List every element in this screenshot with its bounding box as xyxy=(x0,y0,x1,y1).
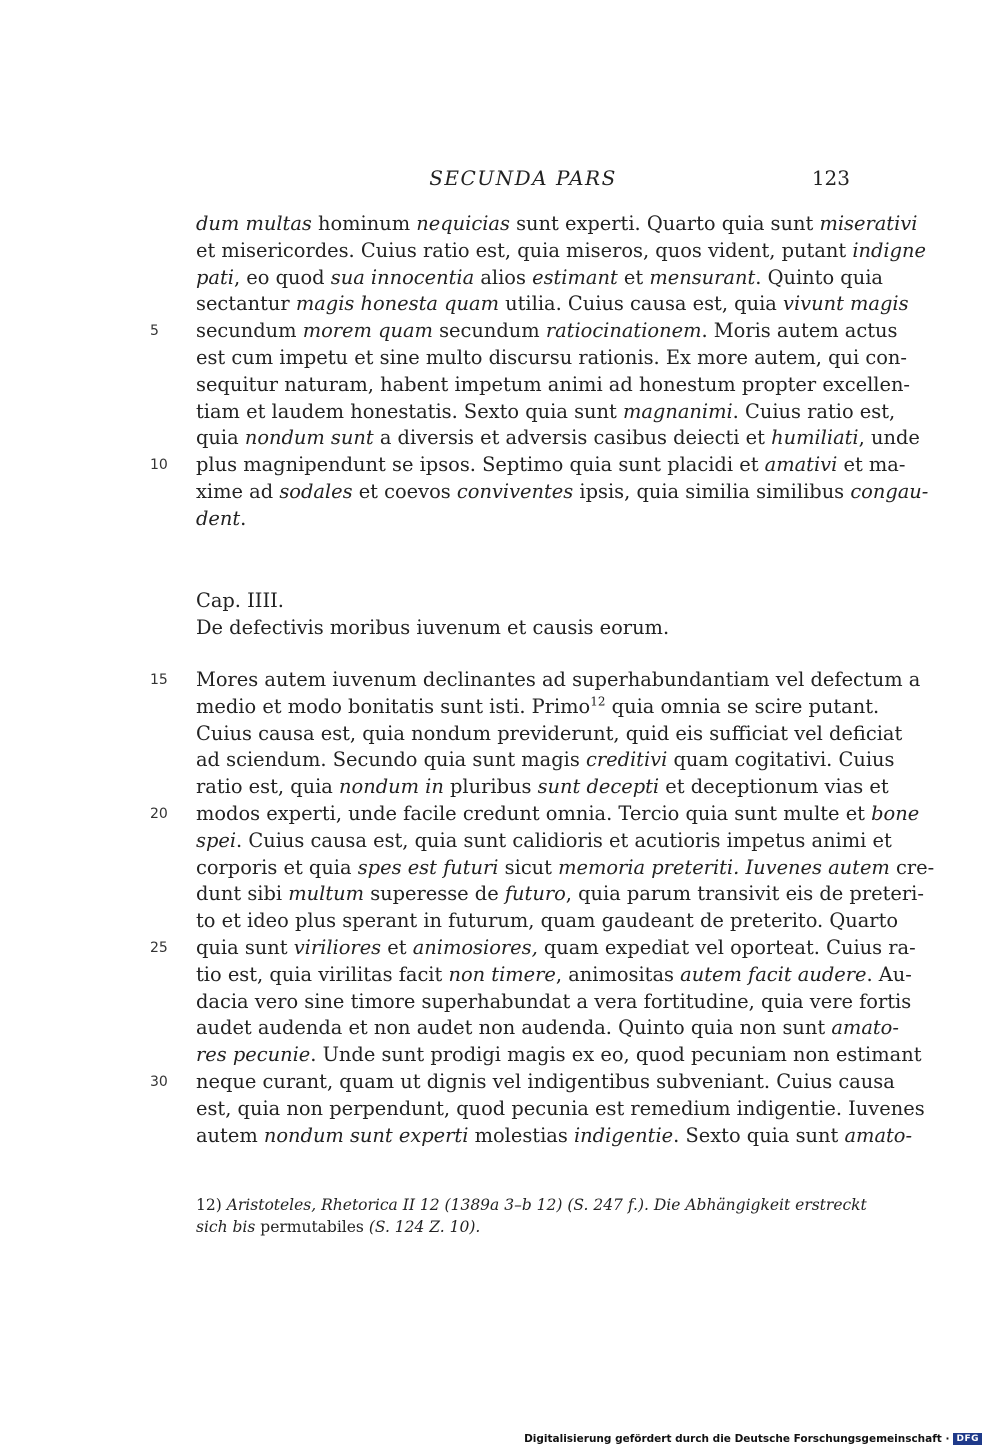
italic-text: spei xyxy=(196,828,237,852)
text-run: . Sexto quia sunt xyxy=(673,1123,845,1147)
chapter-title: De defectivis moribus iuvenum et causis eorum. xyxy=(196,615,670,639)
text-run: et xyxy=(617,265,650,289)
text-run: secundum xyxy=(196,319,303,343)
line-text xyxy=(196,1097,925,1120)
italic-text: nequicias xyxy=(416,212,510,235)
italic-text: mensurant xyxy=(649,265,756,289)
text-run: ratio est, quia xyxy=(196,775,340,799)
text-run: , eo quod xyxy=(233,265,331,289)
italic-text: memoria preteriti. Iuvenes autem xyxy=(558,855,890,879)
text-line xyxy=(196,694,880,721)
line-text xyxy=(196,212,917,235)
italic-text: estimant xyxy=(532,265,618,289)
italic-text: indigne xyxy=(852,238,927,262)
line-number: 25 xyxy=(150,939,168,956)
text-run: . Moris autem actus xyxy=(701,319,898,343)
italic-text: autem facit audere xyxy=(680,962,867,986)
text-line xyxy=(196,721,903,748)
italic-text: vivunt magis xyxy=(783,292,909,316)
italic-text: Aristoteles, Rhetorica II 12 (1389a 3–b 12) (S. 247 f.). Die Abhängigkeit erstreckt xyxy=(226,1196,867,1214)
text-run: et misericordes. Cuius ratio est, quia miseros, quos vident, putant xyxy=(196,238,853,262)
italic-text: amativi xyxy=(764,453,838,477)
text-line xyxy=(196,265,883,292)
italic-text: res pecunie xyxy=(196,1043,311,1067)
text-run: dacia vero sine timore superhabundat a vera fortitudine, quia vere fortis xyxy=(196,989,912,1013)
line-text xyxy=(196,292,909,315)
text-line xyxy=(196,881,924,908)
line-text xyxy=(196,346,907,369)
italic-text: humiliati xyxy=(771,426,859,450)
text-run: xime ad xyxy=(196,479,280,503)
text-run: . Cuius causa est, quia sunt calidioris et acutioris impetus animi et xyxy=(236,828,892,852)
italic-text: nondum sunt xyxy=(244,426,374,450)
digitization-credit xyxy=(524,1433,982,1445)
text-run: to et ideo plus sperant in futurum, quam gaudeant de preterito. Quarto xyxy=(196,909,899,933)
text-run: quia omnia se scire putant. xyxy=(605,694,880,718)
italic-text: amato- xyxy=(831,1016,899,1040)
italic-text: dent xyxy=(196,506,241,530)
text-line xyxy=(150,1069,895,1096)
line-number: 20 xyxy=(150,805,168,822)
footnote xyxy=(196,1194,867,1238)
running-title: SECUNDA PARS xyxy=(429,166,617,190)
text-line xyxy=(196,479,929,506)
text-line xyxy=(196,908,899,935)
text-run: secundum xyxy=(432,319,546,343)
line-text xyxy=(196,1218,480,1236)
footnote-line xyxy=(196,1194,867,1216)
text-line xyxy=(196,399,896,426)
text-line xyxy=(196,989,912,1016)
italic-text: indigentie xyxy=(573,1123,674,1147)
text-line xyxy=(196,345,907,372)
italic-text: morem quam xyxy=(302,319,433,343)
line-text xyxy=(196,722,902,745)
line-text xyxy=(196,1016,899,1039)
text-run: medio et modo bonitatis sunt isti. Primo xyxy=(196,694,591,718)
text-line xyxy=(196,747,895,774)
italic-text: multum xyxy=(288,882,365,906)
text-block-1 xyxy=(150,211,929,533)
text-line xyxy=(196,238,927,265)
text-run: utilia. Cuius causa est, quia xyxy=(498,292,783,316)
italic-text: sodales xyxy=(279,479,353,503)
text-run: quam cogitativi. Cuius xyxy=(667,748,895,772)
text-line xyxy=(196,291,909,318)
italic-text: creditivi xyxy=(585,748,668,772)
line-text xyxy=(196,319,897,342)
italic-text: sich bis xyxy=(196,1218,256,1236)
line-text xyxy=(196,936,916,959)
line-number: 15 xyxy=(150,672,168,688)
line-text xyxy=(196,426,920,449)
text-line xyxy=(150,935,916,962)
text-run: . Cuius ratio est, xyxy=(732,399,896,423)
italic-text: spes est futuri xyxy=(357,855,499,879)
dfg-logo: DFG xyxy=(953,1433,982,1445)
text-line xyxy=(196,1015,899,1042)
text-run: molestias xyxy=(468,1123,574,1147)
text-run: et deceptionum vias et xyxy=(659,775,889,799)
line-text xyxy=(196,802,919,825)
line-text xyxy=(196,1070,895,1093)
text-run: tio est, quia virilitas facit xyxy=(196,962,449,986)
line-text xyxy=(196,480,928,503)
italic-text: ratiocinationem xyxy=(545,319,702,343)
text-line xyxy=(196,1042,922,1069)
line-text xyxy=(196,507,246,530)
line-text xyxy=(196,856,934,879)
text-run: Mores autem iuvenum declinantes ad superhabundantiam vel defectum a xyxy=(196,668,921,691)
text-run: est, quia non perpendunt, quod pecunia est remedium indigentie. Iuvenes xyxy=(196,1096,925,1120)
italic-text: congau- xyxy=(850,479,929,503)
text-run: plus magnipendunt se ipsos. Septimo quia sunt placidi et xyxy=(196,453,765,477)
text-run: sequitur naturam, habent impetum animi ad honestum propter excellen- xyxy=(196,372,910,396)
italic-text: dum multas xyxy=(196,212,312,235)
italic-text: (S. 124 Z. 10). xyxy=(368,1218,481,1236)
text-run: Cuius causa est, quia nondum previderunt, quid eis sufficiat vel deficiat xyxy=(196,721,903,745)
line-text xyxy=(196,963,912,986)
italic-text: amato- xyxy=(844,1123,913,1147)
text-run: sectantur xyxy=(196,292,296,316)
italic-text: sua innocentia xyxy=(330,265,475,289)
italic-text: magis honesta quam xyxy=(295,292,499,316)
text-run: a diversis et adversis casibus deiecti et xyxy=(373,426,772,450)
italic-text: pati xyxy=(196,265,234,289)
text-line xyxy=(196,962,912,989)
text-line xyxy=(196,828,892,855)
line-text xyxy=(196,748,894,771)
italic-text: miserativi xyxy=(819,212,918,235)
line-number: 10 xyxy=(150,457,168,474)
text-line xyxy=(196,506,850,533)
text-run: . Quinto quia xyxy=(755,265,883,289)
text-run: permutabiles xyxy=(255,1218,369,1236)
text-run: et coevos xyxy=(352,479,457,503)
text-run: autem xyxy=(196,1123,264,1147)
italic-text: bone xyxy=(871,801,920,825)
line-number: 5 xyxy=(150,323,159,340)
line-text xyxy=(196,239,926,262)
text-line xyxy=(150,318,898,345)
text-line xyxy=(196,1123,913,1150)
text-run: quam expediat vel oporteat. Cuius ra- xyxy=(537,935,916,959)
text-line xyxy=(196,1096,925,1123)
text-line xyxy=(196,425,920,452)
credit-text: Digitalisierung gefördert durch die Deutsche Forschungsgemeinschaft · xyxy=(524,1433,950,1445)
text-run: ipsis, quia similia similibus xyxy=(573,479,851,503)
text-run: 12) xyxy=(196,1196,227,1214)
footnote-line xyxy=(196,1216,850,1238)
italic-text: nondum in xyxy=(339,775,444,799)
line-number: 30 xyxy=(150,1073,168,1090)
text-line xyxy=(150,667,921,694)
text-run: et ma- xyxy=(837,453,906,477)
text-run: , quia parum transivit eis de preteri- xyxy=(565,882,924,906)
line-text xyxy=(196,775,889,798)
footnote-ref: 12 xyxy=(590,694,606,709)
text-run: quia sunt xyxy=(196,935,294,959)
text-run: sunt experti. Quarto quia sunt xyxy=(509,212,820,235)
line-text xyxy=(196,1196,867,1214)
line-text xyxy=(196,668,920,691)
text-line xyxy=(196,855,935,882)
running-header xyxy=(196,166,850,194)
text-run: , animositas xyxy=(555,962,681,986)
line-text xyxy=(196,829,892,852)
text-run: . Unde sunt prodigi magis ex eo, quod pecuniam non estimant xyxy=(310,1043,922,1067)
text-line xyxy=(196,774,889,801)
text-run: hominum xyxy=(311,212,417,235)
italic-text: conviventes xyxy=(456,479,574,503)
line-text xyxy=(196,909,898,932)
text-run: , unde xyxy=(858,426,920,450)
italic-text: futuro xyxy=(504,882,566,906)
text-line xyxy=(196,211,918,238)
text-run: superesse de xyxy=(364,882,505,906)
text-run: dunt sibi xyxy=(196,882,289,906)
italic-text: magnanimi xyxy=(622,399,733,423)
text-line xyxy=(150,452,906,479)
italic-text: animosiores, xyxy=(412,935,538,959)
line-text xyxy=(196,695,879,718)
line-text xyxy=(196,266,883,289)
text-line xyxy=(150,801,920,828)
line-text xyxy=(196,882,924,905)
text-run: et xyxy=(381,935,413,959)
italic-text: non timere xyxy=(448,962,556,986)
text-run: corporis et quia xyxy=(196,855,358,879)
line-text xyxy=(196,990,911,1013)
text-run: ad sciendum. Secundo quia sunt magis xyxy=(196,748,586,772)
text-run: sicut xyxy=(498,855,559,879)
line-text xyxy=(196,1124,912,1147)
italic-text: sunt decepti xyxy=(537,775,660,799)
text-run: tiam et laudem honestatis. Sexto quia sunt xyxy=(196,399,623,423)
text-run: quia xyxy=(196,426,245,450)
text-run: pluribus xyxy=(443,775,538,799)
chapter-label: Cap. IIII. xyxy=(196,589,284,612)
text-line xyxy=(196,372,910,399)
text-run: audet audenda et non audet non audenda. Quinto quia non sunt xyxy=(196,1016,832,1040)
page-number: 123 xyxy=(811,166,850,190)
text-run: neque curant, quam ut dignis vel indigentibus subveniant. Cuius causa xyxy=(196,1069,895,1093)
text-run: alios xyxy=(474,265,533,289)
text-block-2 xyxy=(150,667,935,1149)
text-run: est cum impetu et sine multo discursu rationis. Ex more autem, qui con- xyxy=(196,345,907,369)
italic-text: viriliores xyxy=(293,935,382,959)
line-text xyxy=(196,373,910,396)
chapter-heading xyxy=(196,588,850,642)
text-run: cre- xyxy=(889,855,935,879)
text-run: modos experti, unde facile credunt omnia. Tercio quia sunt multe et xyxy=(196,801,872,825)
text-run: . Au- xyxy=(866,962,912,986)
text-run: . xyxy=(240,506,247,530)
line-text xyxy=(196,453,905,476)
italic-text: nondum sunt experti xyxy=(263,1123,469,1147)
line-text xyxy=(196,1043,922,1066)
line-text xyxy=(196,400,895,423)
